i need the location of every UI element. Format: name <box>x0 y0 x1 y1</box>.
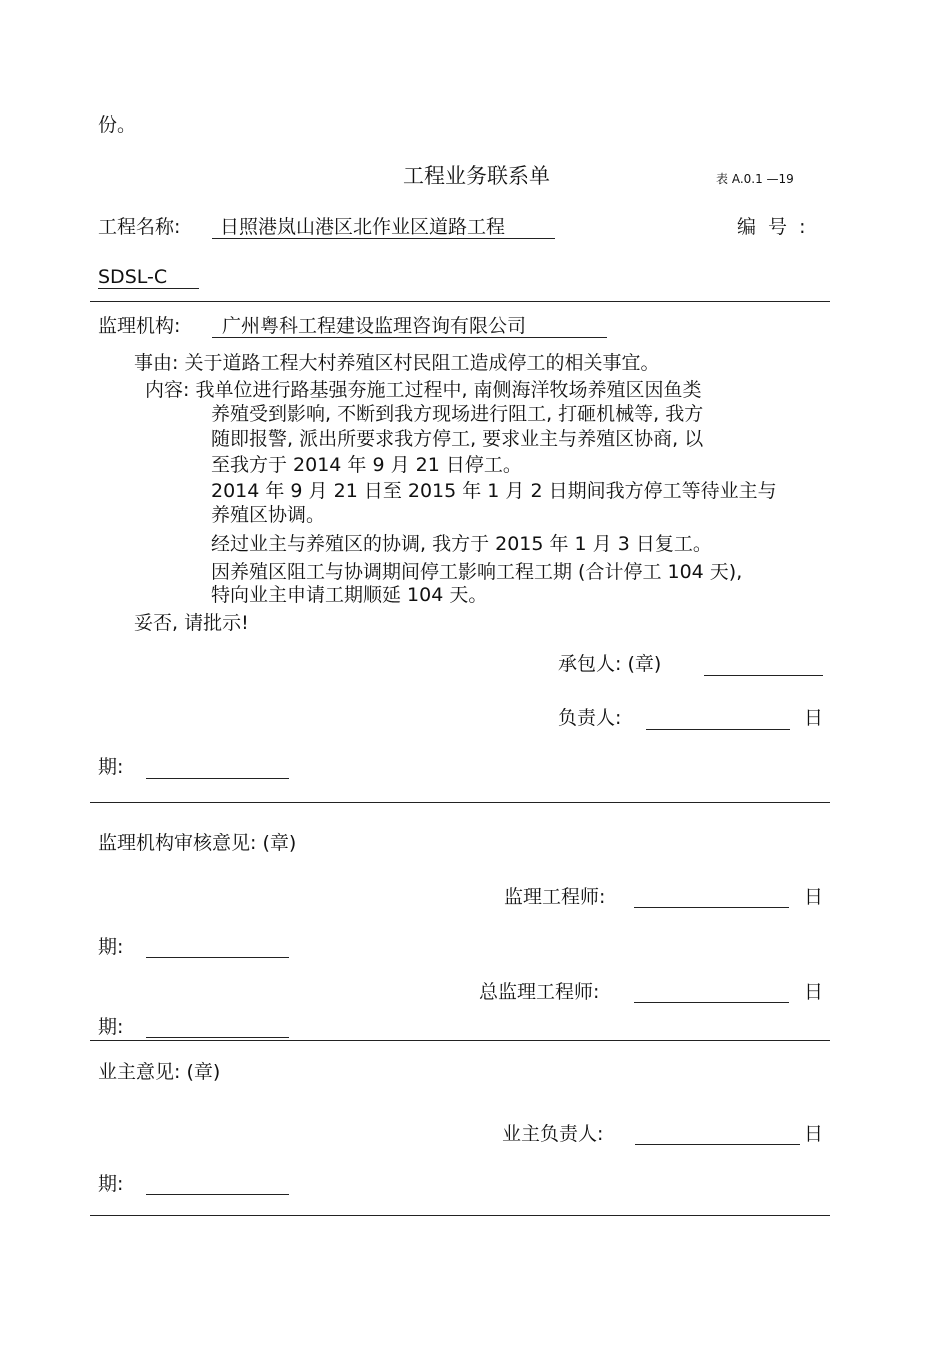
chief-engineer-date-line <box>146 1037 289 1038</box>
supervision-review-label: 监理机构审核意见: (章) <box>98 832 297 854</box>
chief-engineer-label: 总监理工程师: <box>479 981 600 1003</box>
owner-responsible-label: 业主负责人: <box>502 1123 604 1145</box>
project-name-underline <box>212 238 555 239</box>
top-fragment: 份。 <box>98 114 137 136</box>
date-qi-text: 期: <box>98 756 124 778</box>
date-qi-text: 期: <box>98 1173 124 1195</box>
contractor-seal-label: 承包人: (章) <box>558 653 662 675</box>
supervisor-org-value: 广州粤科工程建设监理咨询有限公司 <box>222 315 527 337</box>
date-day-text: 日 <box>804 1123 824 1145</box>
divider <box>90 1040 830 1041</box>
owner-opinion-label: 业主意见: (章) <box>98 1061 221 1083</box>
contractor-seal-line <box>704 675 823 676</box>
form-title: 工程业务联系单 <box>403 164 550 188</box>
content-line: 经过业主与养殖区的协调, 我方于 2015 年 1 月 3 日复工。 <box>211 533 712 555</box>
project-name-value: 日照港岚山港区北作业区道路工程 <box>220 216 506 238</box>
content-line: 养殖区协调。 <box>211 504 326 526</box>
contractor-responsible-label: 负责人: <box>558 707 622 729</box>
date-day-text: 日 <box>804 886 824 908</box>
date-qi-text: 期: <box>98 1016 124 1038</box>
owner-date-line <box>146 1194 289 1195</box>
date-day-text: 日 <box>804 981 824 1003</box>
form-code: 表 A.0.1 —19 <box>716 172 794 186</box>
date-day-text: 日 <box>804 707 824 729</box>
supervisor-org-underline <box>212 337 607 338</box>
contractor-date-line <box>146 778 289 779</box>
contractor-responsible-line <box>646 729 790 730</box>
supervisor-org-label: 监理机构: <box>98 315 181 337</box>
supervising-engineer-label: 监理工程师: <box>504 886 606 908</box>
project-name-label: 工程名称: <box>98 216 181 238</box>
supervising-engineer-line <box>634 907 789 908</box>
content-line: 2014 年 9 月 21 日至 2015 年 1 月 2 日期间我方停工等待业主与 <box>211 480 777 502</box>
number-label: 编 号 : <box>737 216 806 238</box>
divider <box>90 1215 830 1216</box>
content-line: 特向业主申请工期顺延 104 天。 <box>211 584 488 606</box>
closing-text: 妥否, 请批示! <box>134 612 249 634</box>
content-line: 至我方于 2014 年 9 月 21 日停工。 <box>211 454 522 476</box>
content-line: 随即报警, 派出所要求我方停工, 要求业主与养殖区协商, 以 <box>211 428 704 450</box>
divider <box>90 301 830 302</box>
chief-engineer-line <box>634 1002 789 1003</box>
date-qi-text: 期: <box>98 936 124 958</box>
number-underline <box>98 288 199 289</box>
content-line: 养殖受到影响, 不断到我方现场进行阻工, 打砸机械等, 我方 <box>211 403 704 425</box>
subject-text: 事由: 关于道路工程大村养殖区村民阻工造成停工的相关事宜。 <box>134 352 660 374</box>
content-line: 因养殖区阻工与协调期间停工影响工程工期 (合计停工 104 天), <box>211 561 743 583</box>
number-value: SDSL-C <box>98 266 168 288</box>
content-line: 内容: 我单位进行路基强夯施工过程中, 南侧海洋牧场养殖区因鱼类 <box>145 379 702 401</box>
supervising-engineer-date-line <box>146 957 289 958</box>
owner-responsible-line <box>635 1144 800 1145</box>
divider <box>90 802 830 803</box>
